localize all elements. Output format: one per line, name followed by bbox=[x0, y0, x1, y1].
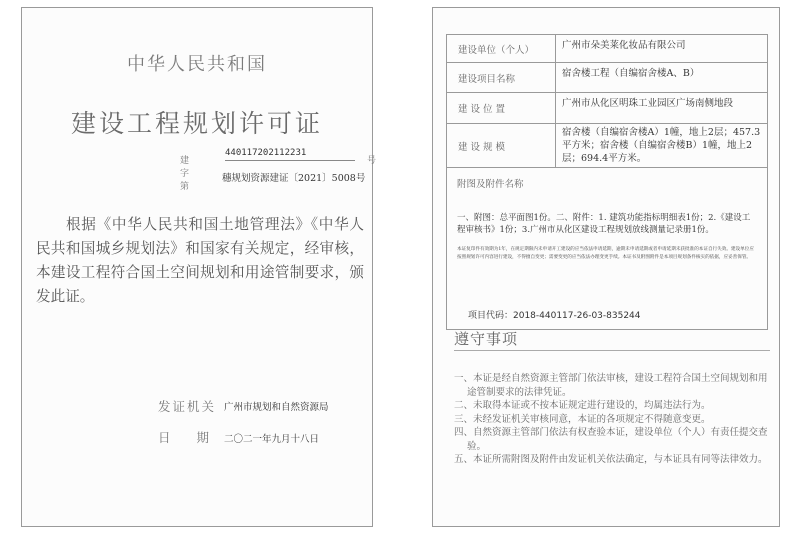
row-label: 建 设 规 模 bbox=[447, 124, 556, 168]
issuer-label: 发证机关 bbox=[158, 399, 217, 414]
row-value: 广州市朵美莱化妆品有限公司 bbox=[556, 35, 768, 63]
certificate-number-underline bbox=[225, 160, 355, 161]
row-label: 建设单位（个人） bbox=[447, 35, 556, 63]
table-row bbox=[447, 124, 768, 168]
row-label: 建 设 位 置 bbox=[447, 93, 556, 124]
rule-item: 三、未经发证机关审核同意，本证的各项规定不得随意变更。 bbox=[454, 413, 711, 425]
certificate-number-label: 建字第 bbox=[180, 156, 190, 192]
issue-date: 二〇二一年九月十八日 bbox=[224, 434, 320, 445]
country-name: 中华人民共和国 bbox=[127, 54, 267, 75]
certificate-title: 建设工程规划许可证 bbox=[70, 109, 323, 138]
row-value: 广州市从化区明珠工业园区广场南侧地段 bbox=[556, 93, 768, 124]
table-row bbox=[447, 93, 768, 124]
rules-list bbox=[454, 372, 772, 467]
row-label: 建设项目名称 bbox=[447, 63, 556, 93]
attachments-note: 本证复印件有效期为1年，在规定期限内未申请开工建设的应当依法申请延期，逾期未申请延期或者申请延期未获批准的本证自行失效。建设单位应按照规划许可内容进行建设，不得擅自变更；需要变更的应当依法办理变更手续。本证书及附图附件是本项目规划条件核实的依据，应妥善保管。 bbox=[457, 247, 754, 260]
row-value: 宿舍楼（自编宿舍楼A）1幢，地上2层；457.3平方米；宿舍楼（自编宿舍楼B）1幢，地上2层；694.4平方米。 bbox=[556, 124, 768, 168]
certificate-right-page bbox=[432, 7, 780, 527]
rule-item: 五、本证所需附图及附件由发证机关依法确定，与本证具有同等法律效力。 bbox=[454, 454, 768, 465]
rule-item: 四、自然资源主管部门依法有权查验本证，建设单位（个人）有责任提交查验。 bbox=[454, 427, 768, 452]
attachments-list: 一、附图：总平面图1份。二、附件：1. 建筑功能指标明细表1份；2.《建设工程审核书》1份；3.广州市从化区建设工程规划放线测量记录册1份。 bbox=[457, 213, 751, 235]
table-row bbox=[447, 63, 768, 93]
certificate-left-page bbox=[21, 7, 377, 527]
project-code: 项目代码：2018-440117-26-03-835244 bbox=[468, 311, 641, 321]
certificate-number: 440117202112231 bbox=[225, 148, 307, 158]
issuance-basis-text: 根据《中华人民共和国土地管理法》《中华人民共和国城乡规划法》和国家有关规定，经审核，本建设工程符合国土空间规划和用途管制要求，颁发此证。 bbox=[36, 216, 364, 305]
table-row bbox=[447, 168, 768, 330]
issuer-value: 广州市规划和自然资源局 bbox=[224, 402, 329, 413]
rule-item: 二、未取得本证或不按本证规定进行建设的，均属违法行为。 bbox=[454, 400, 711, 411]
rules-divider bbox=[454, 350, 770, 351]
date-label-part-2: 期 bbox=[196, 430, 210, 445]
project-info-table bbox=[446, 34, 768, 330]
rule-item: 一、本证是经自然资源主管部门依法审核，建设工程符合国土空间规划和用途管制要求的法律凭证。 bbox=[454, 373, 768, 398]
rules-title: 遵守事项 bbox=[454, 330, 519, 348]
attachments-cell bbox=[447, 168, 768, 330]
date-label-part-1: 日 bbox=[158, 430, 171, 445]
row-value: 宿舍楼工程（自编宿舍楼A、B） bbox=[556, 63, 768, 93]
certificate-sub-number: 穗规划资源建证〔2021〕5008号 bbox=[222, 173, 366, 184]
certificate-number-suffix: 号 bbox=[367, 156, 377, 166]
attachments-label: 附图及附件名称 bbox=[457, 179, 524, 190]
date-label bbox=[158, 428, 209, 446]
table-row bbox=[447, 35, 768, 63]
